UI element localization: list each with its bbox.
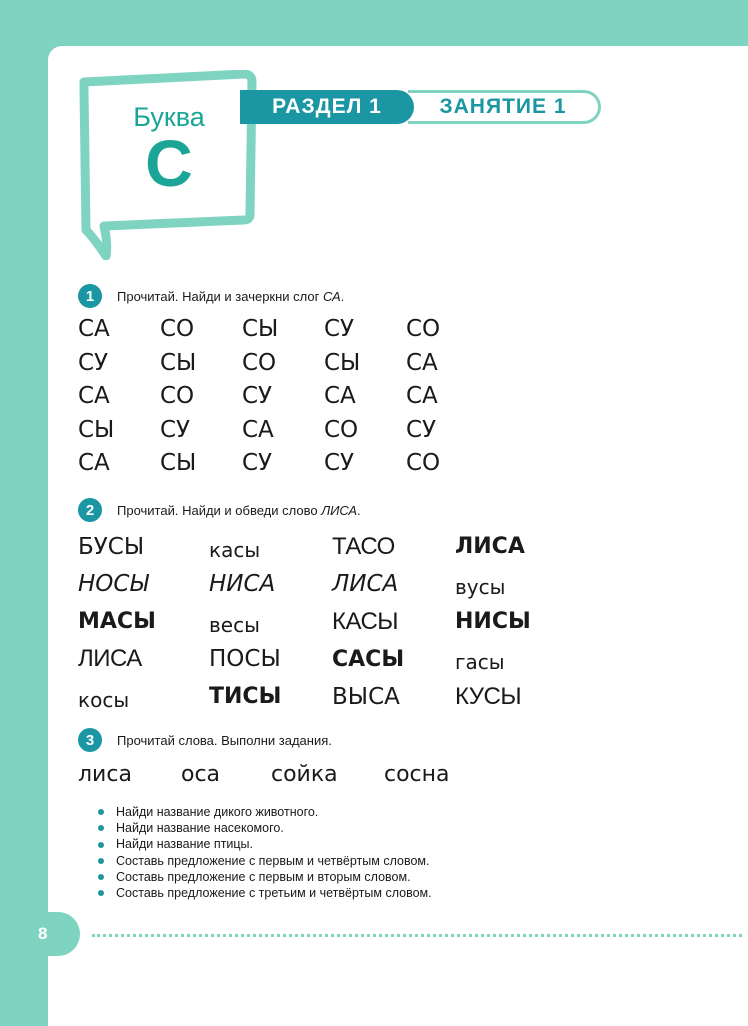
- syllable-cell: СА: [242, 416, 274, 443]
- syllable-cell: СО: [160, 383, 195, 409]
- syllable-cell: СО: [406, 316, 441, 342]
- word-cell: весы: [209, 612, 260, 637]
- bullet-text: Составь предложение с первым и четвёртым словом.: [116, 853, 430, 868]
- task-3-word: сосна: [384, 762, 450, 787]
- section-label: РАЗДЕЛ 1: [240, 90, 414, 124]
- syllable-cell: СА: [78, 383, 110, 409]
- bullet-item: [98, 885, 432, 901]
- word-cell: косы: [78, 687, 130, 712]
- syllable-cell: СУ: [324, 316, 355, 342]
- bullet-dot-icon: [98, 874, 104, 880]
- word-cell: НИСА: [209, 571, 276, 598]
- word-cell: ЛИСА: [78, 645, 142, 673]
- word-cell: ТИСЫ: [209, 684, 282, 710]
- bullet-dot-icon: [98, 890, 104, 896]
- bullet-item: [98, 804, 432, 820]
- bullet-item: [98, 853, 432, 869]
- syllable-cell: СЫ: [78, 416, 115, 443]
- syllable-cell: СЫ: [160, 349, 197, 376]
- page-number: 8: [38, 924, 48, 943]
- letter-word: Буква: [133, 102, 205, 132]
- word-cell: ПОСЫ: [209, 646, 281, 673]
- word-cell: вусы: [455, 575, 506, 600]
- word-cell: НИСЫ: [455, 609, 531, 635]
- bullet-text: Составь предложение с третьим и четвёртым словом.: [116, 886, 432, 901]
- task-number-badge: 1: [78, 284, 102, 308]
- syllable-cell: СО: [324, 416, 359, 443]
- footer-dotted-line: [92, 934, 742, 937]
- task-1-header: [78, 284, 344, 308]
- letter-glyph: С: [145, 126, 193, 200]
- bullet-dot-icon: [98, 858, 104, 864]
- syllable-cell: СЫ: [242, 316, 279, 342]
- syllable-cell: СО: [160, 316, 195, 342]
- syllable-cell: СО: [406, 450, 441, 476]
- syllable-cell: СА: [78, 316, 110, 342]
- bullet-item: [98, 820, 432, 836]
- syllable-cell: СУ: [242, 383, 273, 409]
- word-cell: НОСЫ: [78, 571, 149, 598]
- task-3-word: оса: [181, 762, 221, 787]
- lesson-label: ЗАНЯТИЕ 1: [408, 90, 601, 124]
- syllable-cell: СО: [242, 349, 277, 376]
- syllable-cell: СА: [406, 383, 438, 409]
- word-cell: ЛИСА: [455, 534, 525, 560]
- task-instruction: Прочитай. Найди и зачеркни слог СА.: [117, 288, 345, 304]
- task-instruction: Прочитай слова. Выполни задания.: [117, 732, 332, 748]
- syllable-cell: СА: [406, 349, 438, 376]
- syllable-cell: СЫ: [160, 450, 197, 476]
- syllable-cell: СУ: [324, 450, 355, 476]
- task-3-words: [78, 762, 484, 787]
- bullet-dot-icon: [98, 825, 104, 831]
- syllable-cell: СУ: [78, 349, 109, 376]
- syllable-grid: [78, 316, 478, 484]
- bullet-text: Найди название дикого животного.: [116, 805, 319, 819]
- bullet-text: Найди название птицы.: [116, 837, 254, 852]
- bullet-item: [98, 869, 432, 885]
- word-cell: КУСЫ: [455, 682, 522, 710]
- task-3-header: [78, 728, 332, 752]
- word-cell: ТАСО: [332, 532, 395, 560]
- task-2-header: [78, 498, 361, 522]
- word-cell: САСЫ: [332, 646, 405, 672]
- syllable-cell: СА: [78, 450, 110, 476]
- task-number-badge: 2: [78, 498, 102, 522]
- letter-card: [78, 70, 258, 260]
- syllable-cell: СЫ: [324, 349, 361, 376]
- syllable-cell: СА: [324, 383, 356, 409]
- word-grid: [78, 528, 598, 716]
- bullet-item: [98, 836, 432, 852]
- word-cell: ВЫСА: [332, 683, 400, 710]
- word-cell: ЛИСА: [332, 571, 399, 598]
- syllable-cell: СУ: [160, 416, 191, 443]
- task-3-bullet-list: [98, 804, 432, 901]
- word-cell: БУСЫ: [78, 533, 145, 560]
- bullet-text: Найди название насекомого.: [116, 821, 284, 836]
- word-cell: МАСЫ: [78, 609, 156, 635]
- task-3-word: сойка: [271, 762, 338, 787]
- word-cell: касы: [209, 537, 261, 562]
- bullet-dot-icon: [98, 809, 104, 815]
- syllable-cell: СУ: [406, 416, 437, 443]
- syllable-cell: СУ: [242, 450, 273, 476]
- word-cell: КАСЫ: [332, 607, 399, 635]
- task-number-badge: 3: [78, 728, 102, 752]
- task-3-word: лиса: [78, 762, 132, 787]
- task-instruction: Прочитай. Найди и обведи слово ЛИСА.: [117, 502, 361, 518]
- bullet-text: Составь предложение с первым и вторым словом.: [116, 869, 411, 884]
- word-cell: гасы: [455, 650, 505, 675]
- bullet-dot-icon: [98, 842, 104, 848]
